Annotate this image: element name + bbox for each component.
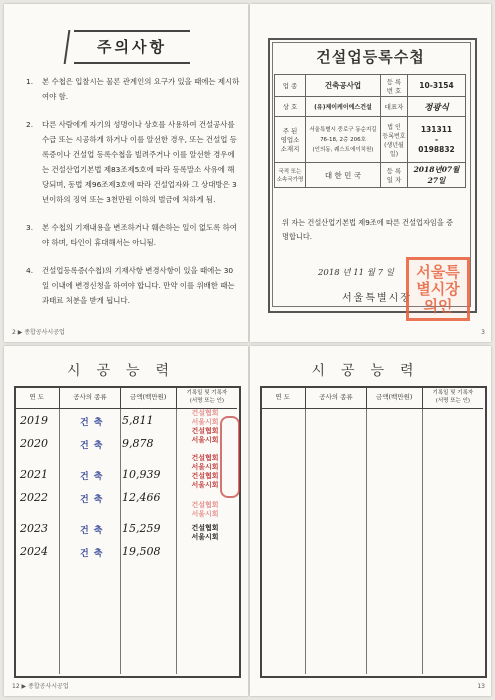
reg-date-value: 2018년07월27일 <box>408 163 466 188</box>
row-type: 건축 <box>80 549 108 559</box>
row-type: 건축 <box>80 526 108 536</box>
official-seal <box>406 257 470 321</box>
capacity-title: 시공능력 <box>66 363 186 379</box>
address-value: 서울특별시 중로구 동순지길 76-18, 2층 206호 (인의동, 퀘스트에이치원) <box>306 117 381 163</box>
corpno-label: 법 인 등록번호 (생년월일) <box>381 117 408 163</box>
stamp-text: 서울시회 <box>191 436 219 444</box>
regno-label: 등 록 번 호 <box>381 75 408 97</box>
row-year: 2019 <box>20 414 48 427</box>
capacity-title: 시공능력 <box>311 363 430 379</box>
notice-list <box>28 74 240 321</box>
notice-text: 본 수첩의 기재내용을 변조하거나 훼손하는 일이 없도록 하여야 하며, 타인이 휴대해서는 아니됨. <box>42 223 237 247</box>
row-type: 건축 <box>80 495 108 505</box>
corpno-value: 131311 - 0198832 <box>408 117 466 163</box>
header-confirm: 기록일 및 기록자 (서명 또는 인) <box>186 390 228 404</box>
stamp-text: 서울시회 <box>191 481 219 489</box>
stamp-text: 건설협회 <box>191 524 219 532</box>
regno-value: 10-3154 <box>408 75 466 97</box>
stamp-text: 건설협회 <box>191 454 219 462</box>
capacity-table-header <box>14 386 237 409</box>
header-amount: 금액(백만원) <box>121 386 177 408</box>
row-amount: 19,508 <box>122 545 161 558</box>
row-year: 2020 <box>20 437 48 450</box>
capacity-page-left <box>4 346 248 696</box>
header-amount: 금액(백만원) <box>367 386 423 408</box>
notice-number: 2. <box>26 120 34 129</box>
notice-number: 1. <box>26 77 34 86</box>
ceo-label: 대표자 <box>381 97 408 117</box>
notice-title: 주의사항 <box>74 30 190 64</box>
capacity-column-lines <box>260 408 483 674</box>
stamp-text: 건설협회 <box>191 472 219 480</box>
notice-item <box>28 263 240 308</box>
page-number: 13 <box>477 683 485 690</box>
row-year: 2023 <box>20 522 48 535</box>
row-year: 2024 <box>20 545 48 558</box>
header-year: 연 도 <box>14 386 60 408</box>
business-label: 업 종 <box>275 75 306 97</box>
header-type: 공사의 종류 <box>60 386 120 408</box>
certificate-page <box>250 4 491 342</box>
row-amount: 12,466 <box>122 491 161 504</box>
issue-date: 2018 년 11 월 7 일 <box>318 268 394 278</box>
capacity-page-right <box>250 346 491 696</box>
seal-text: 서울특별시장의인 <box>416 262 460 315</box>
notice-number: 4. <box>26 266 34 275</box>
stamp-text: 서울시회 <box>191 418 219 426</box>
certificate-table <box>274 74 466 188</box>
notice-page <box>4 4 248 342</box>
row-amount: 9,878 <box>122 437 154 450</box>
row-type: 건축 <box>80 441 108 451</box>
reg-date-label: 등 록 일 자 <box>381 163 408 188</box>
notice-text: 다른 사람에게 자기의 성명이나 상호를 사용하여 건설공사를 수급 또는 시공하게 하거나 이를 알선한 경우, 또는 건설업 등록증이나 건설업 등록수첩을 빌려주거나 이를 알선한 경우에는 건설산업기본법 제83조제5호에 따라 등록말소 사유에 해당되며, 동법 제96조제3호에 따라 건설업자와 그 상대방은 3년이하의 징역 또는 3천만원 이하의 벌금에 처하게 됨. <box>42 120 237 204</box>
address-label: 주 된 영업소 소재지 <box>275 117 306 163</box>
company-name-value: (유)제이케이에스건설 <box>306 97 381 117</box>
certificate-title: 건설업등록수첩 <box>316 48 425 66</box>
notice-item <box>28 117 240 207</box>
header-type: 공사의 종류 <box>306 386 366 408</box>
page-footer: 2 ▶ 종합공사시공업 <box>12 329 65 336</box>
stamp-text: 건설협회 <box>191 501 219 509</box>
page-footer: 12 ▶ 종합공사시공업 <box>12 683 69 690</box>
row-year: 2022 <box>20 491 48 504</box>
row-amount: 10,939 <box>122 468 161 481</box>
stamp-text: 서울시회 <box>191 533 219 541</box>
row-year: 2021 <box>20 468 48 481</box>
nationality-value: 대 한 민 국 <box>306 163 381 188</box>
notice-number: 3. <box>26 223 34 232</box>
notice-text: 건설업등록증(수첩)의 기재사항 변경사항이 있을 때에는 30일 이내에 변경신청을 하여야 합니다. 만약 이를 위배한 때는 과태료 처분을 받게 됩니다. <box>42 266 235 305</box>
stamp-text: 건설협회 <box>191 409 219 417</box>
capacity-table-header <box>260 386 483 409</box>
row-amount: 15,259 <box>122 522 161 535</box>
stamp-text: 서울시회 <box>191 510 219 518</box>
nationality-label: 국적 또는 소속국가명 <box>275 163 306 188</box>
stamp-text: 서울시회 <box>191 463 219 471</box>
association-stamps <box>177 408 233 541</box>
header-confirm: 기록일 및 기록자 (서명 또는 인) <box>432 390 474 404</box>
company-name-label: 상 호 <box>275 97 306 117</box>
table-row <box>14 543 237 566</box>
ceo-value: 정광식 <box>408 97 466 117</box>
business-value: 건축공사업 <box>306 75 381 97</box>
notice-item <box>28 74 240 104</box>
stamp-text: 건설협회 <box>191 427 219 435</box>
page-number: 3 <box>481 329 485 336</box>
certificate-statement: 위 자는 건설산업기본법 제9조에 따른 건설업자임을 증명합니다. <box>282 218 454 241</box>
notice-text: 본 수첩은 입찰시는 물론 관계인의 요구가 있을 때에는 제시하여야 함. <box>42 77 240 101</box>
header-year: 연 도 <box>260 386 306 408</box>
issuer: 서울특별시장 <box>342 293 412 304</box>
notice-item <box>28 220 240 250</box>
row-type: 건축 <box>80 418 108 428</box>
row-type: 건축 <box>80 472 108 482</box>
row-amount: 5,811 <box>122 414 154 427</box>
